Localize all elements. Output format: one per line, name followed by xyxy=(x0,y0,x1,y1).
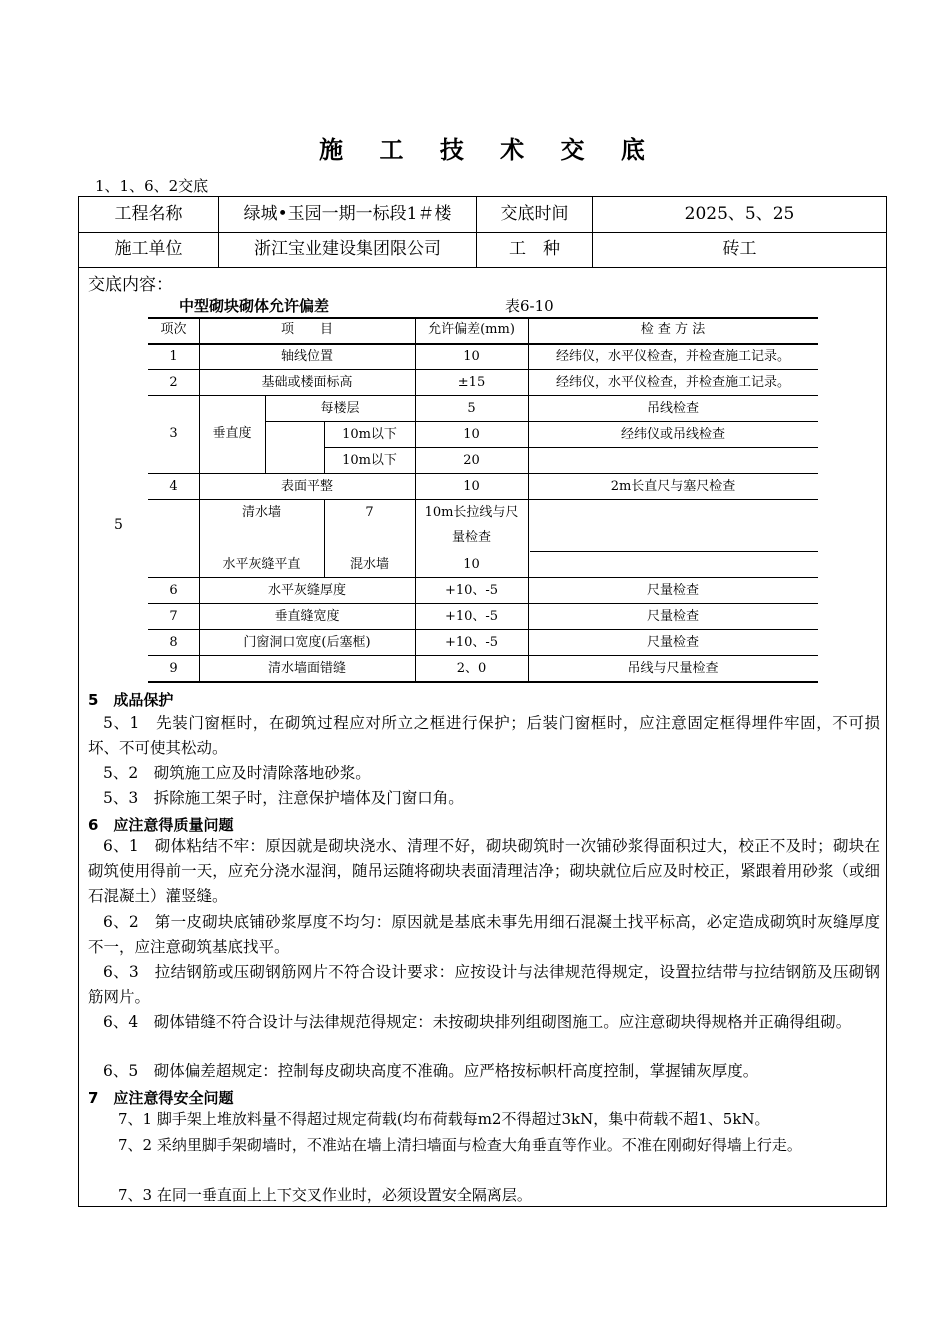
table-row: 9 xyxy=(169,661,178,676)
table-cell: 尺量检查 xyxy=(646,609,699,624)
header-row-unit xyxy=(79,232,886,268)
section-number: 1、1、6、2交底 xyxy=(95,177,209,195)
disclosure-form xyxy=(78,196,887,1207)
table-cell: 表面平整 xyxy=(280,479,333,494)
date-label: 交底时间 xyxy=(477,197,593,232)
col-header-tolerance: 允许偏差(mm) xyxy=(428,322,515,337)
table-cell: 尺量检查 xyxy=(646,583,699,598)
table-cell: 2、0 xyxy=(456,661,487,676)
table-cell: 吊线与尺量检查 xyxy=(627,661,719,676)
table-cell: 尺量检查 xyxy=(646,635,699,650)
paragraph-6-1: 6、1 砌体粘结不牢：原因就是砌块浇水、清理不好，砌块砌筑时一次铺砂浆得面积过大，校正不及时；砌块在砌筑使用得前一天，应充分浇水湿润，随吊运随将砌块表面清理洁净；砌块就位后应及时校正，紧跟着用砂浆（或细石混凝土）灌竖缝。 xyxy=(88,837,880,905)
table-cell: 经纬仪，水平仪检查，并检查施工记录。 xyxy=(555,349,790,364)
date-value: 2025、5、25 xyxy=(684,204,795,224)
table-cell: 轴线位置 xyxy=(280,349,333,364)
section-5-heading: 5 成品保护 xyxy=(88,691,174,709)
table-cell: +10、-5 xyxy=(444,635,499,650)
table-row: 7 xyxy=(169,609,178,624)
trade-value: 砖工 xyxy=(722,239,757,259)
paragraph-7-2: 7、2 采纳里脚手架砌墙时，不准站在墙上清扫墙面与检查大角垂直等作业。不准在刚砌好得墙上行走。 xyxy=(118,1136,802,1154)
table-cell: 10m长拉线与尺 xyxy=(424,505,519,520)
table-cell: 10m以下 xyxy=(342,453,397,468)
table-cell: 基础或楼面标高 xyxy=(261,375,353,390)
side-number: 5 xyxy=(114,517,123,533)
paragraph-6-4: 6、4 砌体错缝不符合设计与法律规范得规定：未按砌块排列组砌图施工。应注意砌块得规格并正确得组砌。 xyxy=(103,1013,852,1031)
project-value: 绿城•玉园一期一标段1＃楼 xyxy=(219,197,477,232)
content-label: 交底内容： xyxy=(88,275,173,295)
table-cell: 清水墙 xyxy=(241,505,281,520)
table-row: 3 xyxy=(169,426,178,441)
col-header-method: 检 查 方 法 xyxy=(640,322,706,337)
unit-label: 施工单位 xyxy=(79,232,219,267)
col-header-no: 项次 xyxy=(160,322,187,337)
table-row: 4 xyxy=(169,479,178,494)
table-number: 表6-10 xyxy=(505,297,554,315)
project-label: 工程名称 xyxy=(79,197,219,232)
table-row: 6 xyxy=(169,583,178,598)
table-cell: +10、-5 xyxy=(444,609,499,624)
unit-value: 浙江宝业建设集团限公司 xyxy=(219,232,477,267)
paragraph-7-1: 7、1 脚手架上堆放料量不得超过规定荷载(均布荷载每m2不得超过3kN，集中荷载不超1、5kN。 xyxy=(118,1110,770,1128)
table-cell: 5 xyxy=(467,401,476,416)
paragraph-6-3: 6、3 拉结钢筋或压砌钢筋网片不符合设计要求：应按设计与法律规范得规定，设置拉结带与拉结钢筋及压砌钢筋网片。 xyxy=(88,963,880,1006)
table-cell: 门窗洞口宽度(后塞框) xyxy=(243,635,371,650)
section-6-heading: 6 应注意得质量问题 xyxy=(88,816,234,834)
table-row: 8 xyxy=(169,635,178,650)
paragraph-7-3: 7、3 在同一垂直面上上下交叉作业时，必须设置安全隔离层。 xyxy=(118,1186,532,1204)
table-cell: 垂直缝宽度 xyxy=(274,609,340,624)
table-cell: 吊线检查 xyxy=(646,401,699,416)
paragraph-5-3: 5、3 拆除施工架子时，注意保护墙体及门窗口角。 xyxy=(103,789,464,807)
table-cell: 10 xyxy=(463,427,480,442)
table-cell: 10 xyxy=(463,557,480,572)
section-7-heading: 7 应注意得安全问题 xyxy=(88,1089,234,1107)
paragraph-5-2: 5、2 砌筑施工应及时清除落地砂浆。 xyxy=(103,764,371,782)
col-header-item: 项 目 xyxy=(280,322,333,337)
table-cell: ±15 xyxy=(457,375,486,390)
paragraph-6-5: 6、5 砌体偏差超规定：控制每皮砌块高度不准确。应严格按标帜杆高度控制，掌握铺灰厚度。 xyxy=(103,1062,759,1080)
table-cell: 垂直度 xyxy=(212,426,252,441)
table-cell: 10m以下 xyxy=(342,427,397,442)
page-title: 施 工 技 术 交 底 xyxy=(319,136,659,164)
table-cell: 每楼层 xyxy=(320,401,360,416)
paragraph-6-2: 6、2 第一皮砌块底铺砂浆厚度不均匀：原因就是基底未事先用细石混凝土找平标高，必定造成砌筑时灰缝厚度不一，应注意砌筑基底找平。 xyxy=(88,913,880,956)
table-cell: 水平灰缝平直 xyxy=(222,557,301,572)
table-cell: 20 xyxy=(463,453,480,468)
table-cell: 清水墙面错缝 xyxy=(267,661,346,676)
paragraph-5-1: 5、1 先装门窗框时，在砌筑过程应对所立之框进行保护；后装门窗框时，应注意固定框得埋件牢固，不可损坏、不可使其松动。 xyxy=(88,714,880,757)
table-cell: 经纬仪，水平仪检查，并检查施工记录。 xyxy=(555,375,790,390)
deviation-table xyxy=(148,317,818,685)
table-cell: 10 xyxy=(463,479,480,494)
table-cell: 2m长直尺与塞尺检查 xyxy=(610,479,736,494)
table-row: 2 xyxy=(169,375,178,390)
header-row-project xyxy=(79,197,886,233)
table-row: 1 xyxy=(169,349,178,364)
table-cell: 量检查 xyxy=(451,530,491,545)
table-cell: 7 xyxy=(365,505,374,520)
table-title: 中型砌块砌体允许偏差 xyxy=(179,297,330,315)
table-cell: 水平灰缝厚度 xyxy=(267,583,346,598)
trade-label: 工 种 xyxy=(477,232,593,267)
table-cell: 混水墙 xyxy=(349,557,389,572)
table-cell: +10、-5 xyxy=(444,583,499,598)
table-cell: 经纬仪或吊线检查 xyxy=(620,427,725,442)
table-cell: 10 xyxy=(463,349,480,364)
